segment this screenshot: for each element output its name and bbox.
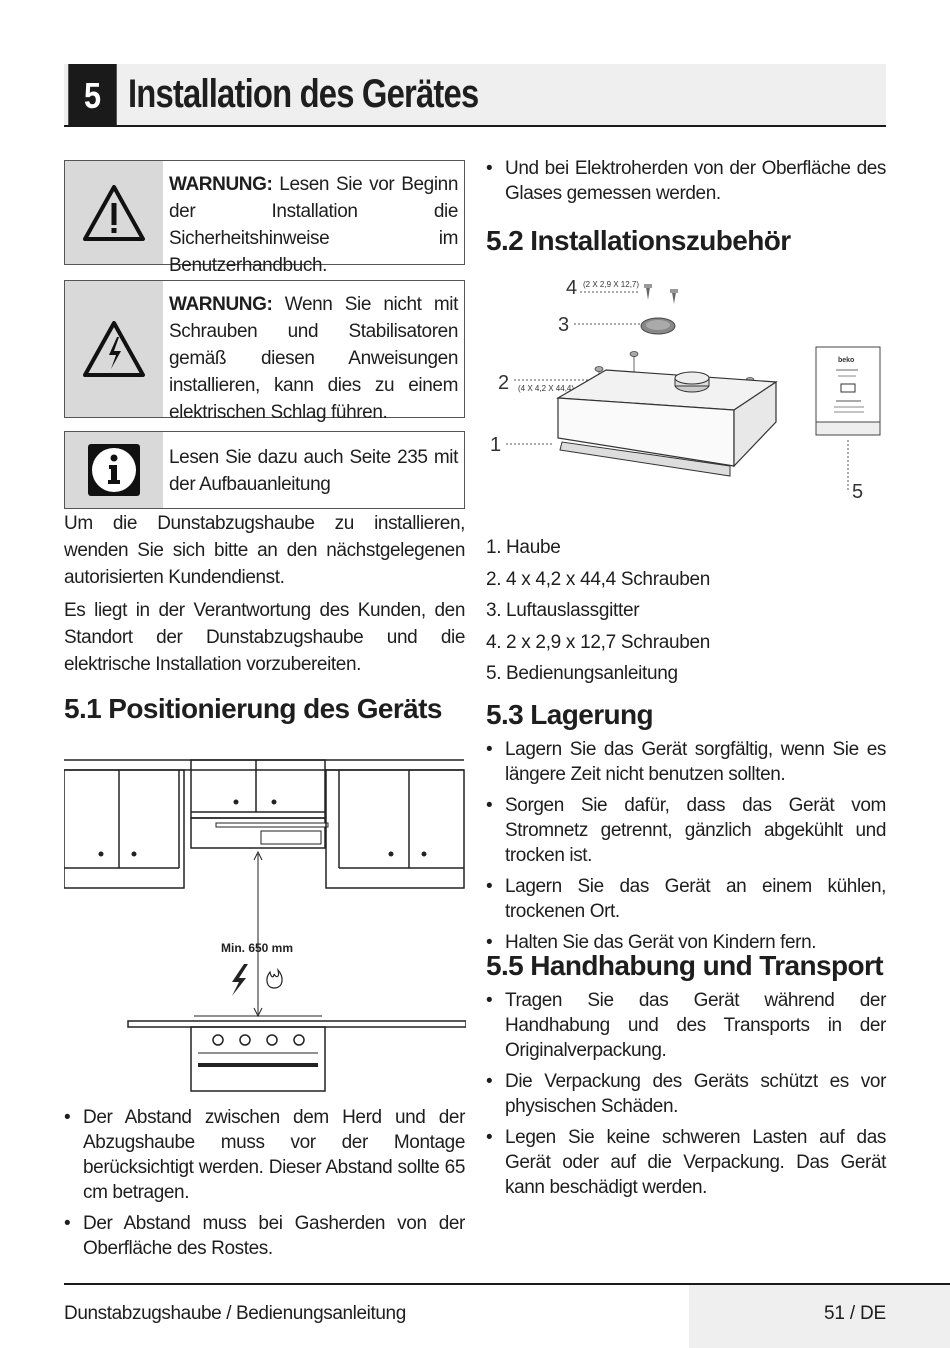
section-5-1-bullets — [64, 1105, 465, 1267]
section-5-3-bullets — [486, 737, 886, 961]
lightning-icon — [232, 964, 248, 996]
flame-icon — [267, 970, 282, 988]
manual-brand: beko — [838, 357, 855, 364]
list-item: • Die Verpackung des Geräts schützt es vor physischen Schäden. — [486, 1069, 886, 1119]
warning-text-1 — [163, 161, 464, 276]
callout-1: 1 — [490, 434, 502, 456]
callout-2: 2 — [498, 372, 510, 394]
list-item: • Der Abstand muss bei Gasherden von der Oberfläche des Rostes. — [64, 1211, 465, 1261]
section-5-3-title: 5.3 Lagerung — [486, 699, 654, 730]
electric-hazard-icon — [81, 319, 147, 379]
warning-notice-1 — [64, 160, 465, 276]
list-item: • Halten Sie das Gerät von Kindern fern. — [486, 930, 886, 955]
warning-label: WARNUNG: — [169, 174, 273, 195]
section-5-5-bullets — [486, 988, 886, 1206]
warning-body: Lesen Sie vor Beginn der Installation die Sicherheitshinweise im Benutzerhandbuch. — [169, 174, 458, 276]
callout-5: 5 — [852, 481, 864, 503]
info-icon-cell — [65, 432, 163, 508]
callout-2-spec: (4 X 4,2 X 44,4) — [518, 384, 575, 393]
warning-notice-2 — [64, 280, 465, 423]
electric-warning-icon-cell — [65, 281, 163, 417]
warning-text-2 — [163, 281, 464, 423]
list-item: • Legen Sie keine schweren Lasten auf das Gerät oder auf die Verpackung. Das Gerät kann beschädigt werden. — [486, 1125, 886, 1200]
info-icon — [86, 442, 142, 498]
list-item: 1. Haube — [486, 537, 561, 558]
warning-icon-cell — [65, 161, 163, 264]
positioning-diagram — [64, 756, 466, 1094]
list-item: 3. Luftauslassgitter — [486, 600, 640, 621]
accessories-diagram — [486, 270, 886, 510]
warning-body: Wenn Sie nicht mit Schrauben und Stabilisatoren gemäß diesen Anweisungen installieren, kann dies zu einem elektrischen Schlag führen. — [169, 294, 458, 423]
list-item: 4. 2 x 2,9 x 12,7 Schrauben — [486, 631, 711, 653]
list-item: • Der Abstand zwischen dem Herd und der Abzugshaube muss vor der Montage berücksichtigt werden. Dieser Abstand sollte 65 cm betragen. — [64, 1105, 465, 1205]
list-item: 2. 4 x 4,2 x 44,4 Schrauben — [486, 568, 711, 590]
list-item: • Lagern Sie das Gerät sorgfältig, wenn Sie es längere Zeit nicht benutzen sollten. — [486, 737, 886, 787]
section-5-2-title: 5.2 Installationszubehör — [486, 225, 791, 256]
chapter-number: 5 — [68, 64, 116, 127]
list-item: • Und bei Elektroherden von der Oberfläche des Glases gemessen werden. — [486, 156, 886, 206]
page-number: 51 / DE — [824, 1303, 886, 1324]
callout-3: 3 — [558, 314, 570, 336]
warning-triangle-icon — [81, 183, 147, 243]
chapter-title: Installation des Gerätes — [128, 72, 479, 116]
list-item: • Tragen Sie das Gerät während der Handhabung und des Transports in der Originalverpackung. — [486, 988, 886, 1063]
list-item: 5. Bedienungsanleitung — [486, 663, 678, 684]
info-text: Lesen Sie dazu auch Seite 235 mit der Aufbauanleitung — [169, 447, 458, 495]
accessories-list — [486, 532, 886, 690]
warning-label: WARNUNG: — [169, 294, 273, 315]
min-distance-label: Min. 650 mm — [221, 941, 294, 955]
chapter-header — [64, 64, 886, 127]
callout-4-spec: (2 X 2,9 X 12,7) — [583, 280, 640, 289]
footer-page-box — [689, 1285, 950, 1348]
intro-paragraph-2: Es liegt in der Verantwortung des Kunden, den Standort der Dunstabzugshaube und die elektrische Installation vorzubereiten. — [64, 600, 465, 675]
footer-document-title: Dunstabzugshaube / Bedienungsanleitung — [64, 1303, 406, 1324]
intro-paragraph-1: Um die Dunstabzugshaube zu installieren, wenden Sie sich bitte an den nächstgelegenen autorisierten Kundendienst. — [64, 513, 465, 588]
list-item: • Lagern Sie das Gerät an einem kühlen, trockenen Ort. — [486, 874, 886, 924]
list-item: • Sorgen Sie dafür, dass das Gerät vom Stromnetz getrennt, gänzlich abgekühlt und trocken ist. — [486, 793, 886, 868]
continued-bullets — [486, 156, 886, 212]
section-5-1-title: 5.1 Positionierung des Geräts — [64, 693, 442, 724]
callout-4: 4 — [566, 277, 578, 299]
info-notice — [64, 431, 465, 509]
section-5-5-title: 5.5 Handhabung und Transport — [486, 950, 883, 981]
